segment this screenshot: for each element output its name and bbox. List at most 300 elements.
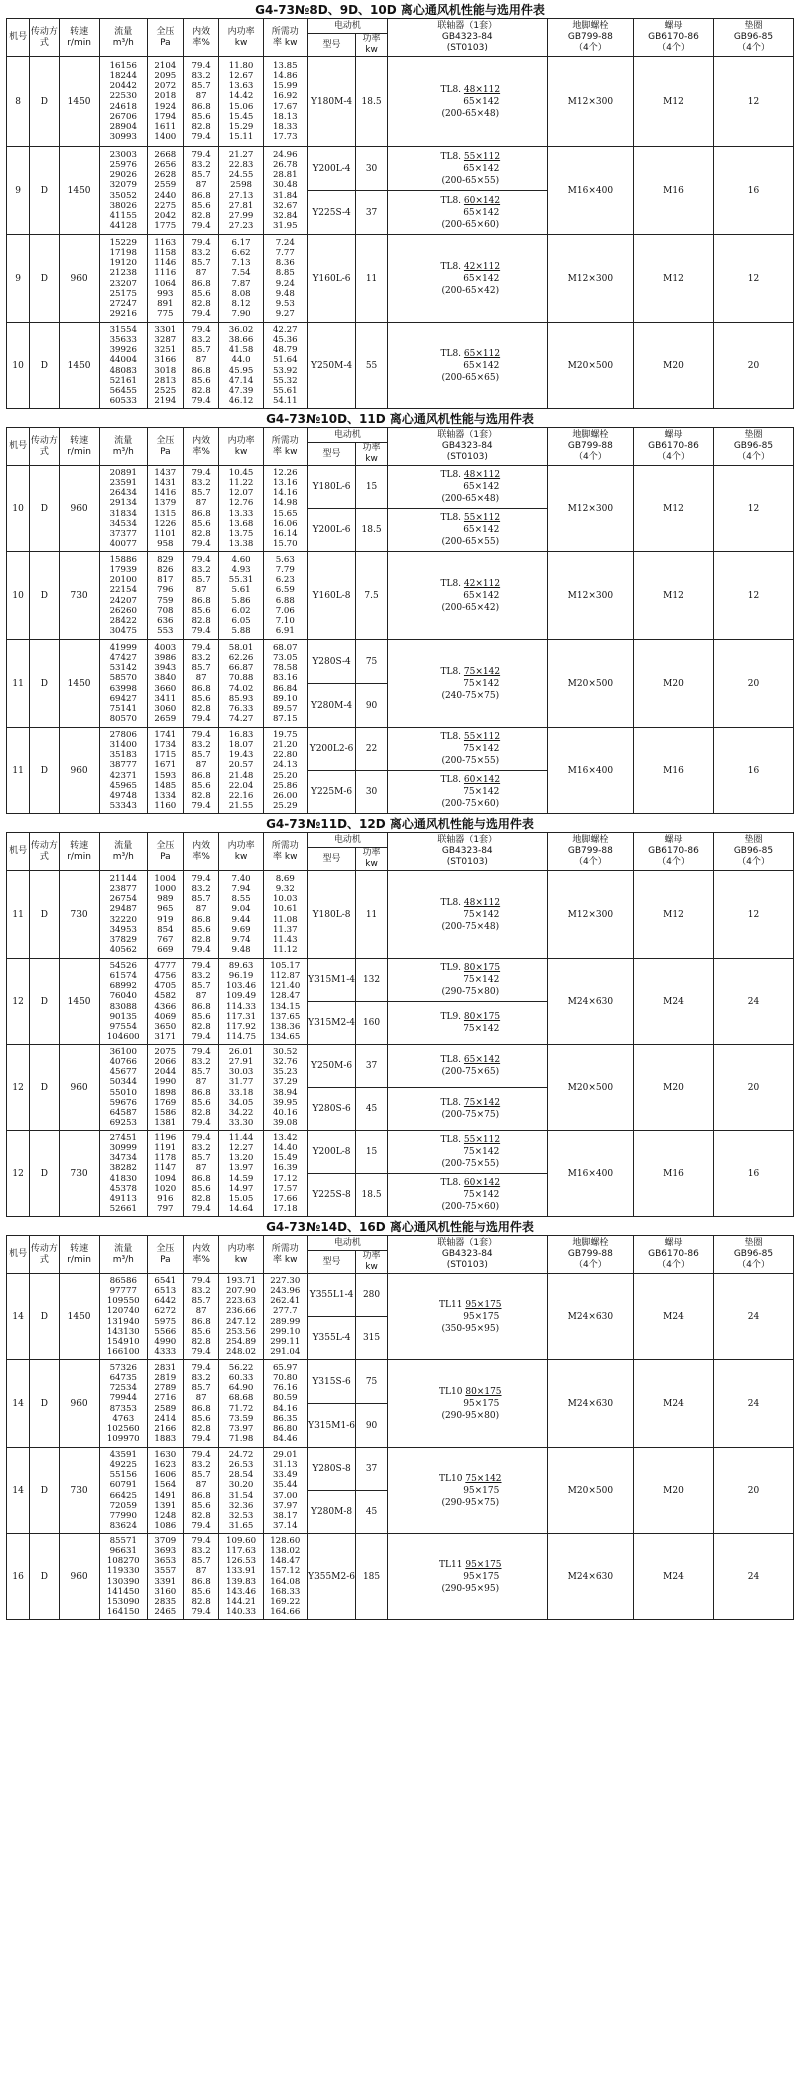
value: 24.55 [228, 170, 254, 181]
value: 2668 [154, 149, 177, 160]
cell-motor-model: Y180L-8 [307, 871, 355, 959]
coupling-bore: 55×112 [463, 151, 501, 162]
coupling-line [394, 261, 547, 273]
header-text: 地脚螺栓 [572, 430, 609, 440]
value: 891 [157, 298, 174, 309]
value: 139.83 [226, 1576, 257, 1587]
value: 138.02 [270, 1545, 301, 1556]
value: 19.75 [272, 729, 298, 740]
value: 87 [195, 91, 207, 102]
value: 9.69 [231, 924, 251, 935]
value: 79.4 [191, 1132, 211, 1143]
value: 85.7 [191, 1470, 211, 1481]
coupling-bore: 75×142 [463, 1098, 501, 1108]
cell-eff [183, 959, 219, 1045]
cell-washer: 16 [713, 1131, 793, 1217]
value: 28422 [109, 615, 137, 626]
value: 2275 [154, 200, 177, 211]
col-header-motor: 电动机 [307, 19, 387, 34]
value: 63998 [109, 683, 137, 694]
coupling-bore: 42×112 [463, 578, 501, 589]
cell-washer: 12 [713, 57, 793, 147]
header-text: 率 kw [273, 1254, 298, 1265]
value: 85.6 [191, 605, 211, 616]
cell-speed: 1450 [59, 959, 99, 1045]
coupling-type: TL8. [440, 732, 462, 742]
value: 85.6 [191, 1326, 211, 1337]
value: 40562 [109, 945, 137, 956]
value: 83.2 [191, 1459, 211, 1470]
cell-motor-kw: 45 [356, 1491, 388, 1534]
value: 26260 [109, 605, 137, 616]
value: 77990 [109, 1510, 137, 1521]
value: 7.79 [275, 564, 295, 575]
header-text: GB96-85 [733, 1249, 774, 1259]
value: 21.27 [228, 149, 254, 160]
header-text: 传动方式 [30, 435, 58, 457]
col-header-flow [99, 1236, 147, 1274]
coupling-hub: 65×142 [463, 273, 500, 284]
cell-coupling [387, 1002, 547, 1045]
value: 89.63 [228, 960, 254, 971]
value: 2414 [154, 1413, 177, 1424]
cell-motor-model: Y280S-6 [307, 1088, 355, 1131]
document-page [0, 2, 800, 1620]
value: 49113 [109, 1193, 137, 1204]
cell-coupling [387, 728, 547, 771]
value: 85.6 [191, 1586, 211, 1597]
cell-pressure [147, 1045, 183, 1131]
value: 83.2 [191, 739, 211, 750]
header-text: Pa [160, 1254, 171, 1265]
cell-motor-kw: 185 [356, 1534, 388, 1620]
section-title: G4-73№11D、12D 离心通风机性能与选用件表 [266, 817, 534, 831]
value: 1611 [154, 121, 177, 132]
cell-bolt: M24×630 [547, 1274, 633, 1360]
header-text: 功率 [362, 848, 381, 858]
value: 85.6 [191, 111, 211, 122]
value: 15.29 [228, 121, 254, 132]
cell-no: 10 [7, 466, 30, 552]
cell-need [263, 235, 307, 323]
value: 60.33 [228, 1372, 254, 1383]
value: 86.8 [191, 1576, 211, 1587]
cell-speed: 730 [59, 1131, 99, 1217]
cell-drive: D [30, 1448, 59, 1534]
value: 87 [195, 1566, 207, 1577]
col-header-speed [59, 833, 99, 871]
value: 1086 [154, 1521, 177, 1532]
value: 15.70 [272, 539, 298, 550]
value: 79.4 [191, 1362, 211, 1373]
value: 9.24 [275, 278, 295, 289]
value: 28904 [109, 121, 137, 132]
cell-washer: 12 [713, 871, 793, 959]
value: 19120 [109, 258, 137, 269]
cell-need [263, 728, 307, 814]
value: 6.88 [275, 595, 295, 606]
value: 48083 [109, 365, 137, 376]
coupling-type: TL11 [439, 1299, 463, 1310]
value: 87 [195, 1480, 207, 1491]
value: 34734 [109, 1153, 137, 1164]
value: 154910 [106, 1336, 140, 1347]
value: 21.55 [228, 801, 254, 812]
cell-motor-model: Y180L-6 [307, 466, 355, 509]
cell-motor-model: Y280S-8 [307, 1448, 355, 1491]
cell-coupling [387, 1448, 547, 1534]
header-text: 功率 [362, 34, 381, 44]
cell-coupling [387, 959, 547, 1002]
cell-bolt: M24×630 [547, 1360, 633, 1448]
cell-nut: M12 [634, 871, 714, 959]
value: 26.53 [228, 1459, 254, 1470]
value: 104600 [106, 1032, 140, 1043]
value: 2819 [154, 1372, 177, 1383]
value: 291.04 [270, 1347, 301, 1358]
cell-pressure [147, 1448, 183, 1534]
cell-speed: 960 [59, 728, 99, 814]
value: 3287 [154, 334, 177, 345]
value: 70.88 [228, 673, 254, 684]
coupling-bore: 48×112 [463, 84, 501, 95]
value: 29216 [109, 309, 137, 320]
value: 45.95 [228, 365, 254, 376]
value: 85.7 [191, 750, 211, 761]
value: 56.22 [228, 1362, 254, 1373]
cell-motor-model: Y315S-6 [307, 1360, 355, 1404]
header-text: 内功率 [227, 840, 255, 851]
value: 7.40 [231, 873, 251, 884]
value: 2018 [154, 91, 177, 102]
value: 1741 [154, 729, 177, 740]
coupling-hub: 75×142 [463, 909, 500, 920]
value: 85.7 [191, 1296, 211, 1307]
cell-nut: M16 [634, 147, 714, 235]
value: 90135 [109, 1011, 137, 1022]
coupling-type: TL8. [440, 1098, 462, 1108]
value: 13.33 [228, 508, 254, 519]
value: 5.61 [231, 585, 251, 596]
cell-motor-kw: 15 [356, 466, 388, 509]
value: 108270 [106, 1556, 140, 1567]
value: 4003 [154, 642, 177, 653]
coupling-bore: 55×112 [463, 1135, 501, 1145]
value: 1606 [154, 1470, 177, 1481]
cell-washer: 16 [713, 147, 793, 235]
value: 134.15 [270, 1001, 301, 1012]
value: 1158 [154, 247, 177, 258]
value: 44004 [109, 355, 137, 366]
header-text: m³/h [112, 851, 134, 862]
header-text: GB4323-84 [441, 441, 493, 451]
table-row [7, 323, 794, 409]
value: 73.05 [272, 652, 298, 663]
value: 15.45 [228, 111, 254, 122]
value: 1431 [154, 477, 177, 488]
value: 40766 [109, 1056, 137, 1067]
value: 25.29 [272, 801, 298, 812]
value: 3986 [154, 652, 177, 663]
col-header-pressure [147, 19, 183, 57]
coupling-hub: 65×142 [463, 482, 500, 492]
col-header-drive [30, 19, 59, 57]
header-text: （4个） [737, 857, 770, 867]
value: 53.92 [272, 365, 298, 376]
cell-eff [183, 728, 219, 814]
cell-motor-kw: 15 [356, 1131, 388, 1174]
cell-no: 9 [7, 147, 30, 235]
value: 79.4 [191, 149, 211, 160]
coupling-type: TL8. [440, 348, 462, 359]
value: 775 [157, 309, 174, 320]
value: 13.20 [228, 1153, 254, 1164]
value: 79.4 [191, 1347, 211, 1358]
value: 3411 [154, 693, 177, 704]
value: 919 [157, 914, 174, 925]
value: 143130 [106, 1326, 140, 1337]
value: 11.22 [228, 477, 254, 488]
value: 79.4 [191, 945, 211, 956]
value: 82.8 [191, 1596, 211, 1607]
value: 85.6 [191, 1097, 211, 1108]
cell-coupling [387, 640, 547, 728]
cell-nut: M12 [634, 552, 714, 640]
value: 7.13 [231, 258, 251, 269]
cell-washer: 20 [713, 1448, 793, 1534]
cell-no: 11 [7, 871, 30, 959]
value: 817 [157, 575, 174, 586]
cell-bolt: M12×300 [547, 466, 633, 552]
value: 27806 [109, 729, 137, 740]
value: 79.4 [191, 396, 211, 407]
value: 84.16 [272, 1403, 298, 1414]
coupling-line [394, 578, 547, 590]
value: 76040 [109, 991, 137, 1002]
value: 85.6 [191, 924, 211, 935]
header-text: 联轴器（1套） [437, 21, 498, 31]
value: 24.96 [272, 149, 298, 160]
header-text: 率 kw [273, 446, 298, 457]
value: 83.2 [191, 970, 211, 981]
value: 18244 [109, 70, 137, 81]
value: 1391 [154, 1500, 177, 1511]
value: 83088 [109, 1001, 137, 1012]
value: 15.11 [228, 132, 254, 143]
cell-bolt: M20×500 [547, 1045, 633, 1131]
header-text: GB799-88 [567, 846, 613, 856]
header-text: kw [365, 1262, 378, 1272]
section-title: G4-73№14D、16D 离心通风机性能与选用件表 [266, 1220, 534, 1234]
coupling-hub: 65×142 [463, 590, 500, 601]
col-header-kw [356, 34, 388, 57]
cell-bolt: M24×630 [547, 1534, 633, 1620]
value: 31400 [109, 739, 137, 750]
value: 49748 [109, 790, 137, 801]
header-text: 内效 [192, 26, 211, 37]
cell-no: 12 [7, 959, 30, 1045]
value: 73.59 [228, 1413, 254, 1424]
cell-need [263, 871, 307, 959]
header-text: GB6170-86 [648, 441, 699, 451]
value: 85.7 [191, 1067, 211, 1078]
cell-power [219, 323, 263, 409]
cell-drive: D [30, 235, 59, 323]
value: 3840 [154, 673, 177, 684]
value: 2166 [154, 1423, 177, 1434]
value: 12.76 [228, 498, 254, 509]
value: 958 [157, 539, 174, 550]
col-header-pressure [147, 428, 183, 466]
cell-motor-model: Y200L-4 [307, 147, 355, 191]
value: 25.86 [272, 780, 298, 791]
cell-motor-model: Y315M1-4 [307, 959, 355, 1002]
value: 11.43 [272, 934, 298, 945]
cell-power [219, 728, 263, 814]
value: 13.68 [228, 518, 254, 529]
value: 6442 [154, 1296, 177, 1307]
coupling-spec: (290-95×75) [441, 1497, 500, 1508]
header-text: (ST0103) [446, 857, 488, 867]
header-text: 联轴器（1套） [437, 430, 498, 440]
cell-eff [183, 552, 219, 640]
col-header-no [7, 19, 30, 57]
header-text: 转速 [70, 26, 89, 37]
cell-power [219, 1131, 263, 1217]
cell-motor-model: Y200L2-6 [307, 728, 355, 771]
value: 4582 [154, 991, 177, 1002]
value: 76.33 [228, 703, 254, 714]
cell-coupling [387, 235, 547, 323]
cell-flow [99, 466, 147, 552]
value: 1178 [154, 1153, 177, 1164]
coupling-spec: (200-65×48) [441, 108, 500, 119]
cell-motor-model: Y225S-8 [307, 1174, 355, 1217]
cell-motor-kw: 75 [356, 640, 388, 684]
coupling-line [394, 348, 547, 360]
value: 32.36 [228, 1500, 254, 1511]
cell-eff [183, 1045, 219, 1131]
value: 3166 [154, 355, 177, 366]
header-text: （4个） [574, 452, 607, 462]
cell-drive: D [30, 1274, 59, 1360]
value: 86.8 [191, 1490, 211, 1501]
value: 85.7 [191, 488, 211, 499]
value: 11.44 [228, 1132, 254, 1143]
cell-eff [183, 466, 219, 552]
value: 85.7 [191, 575, 211, 586]
value: 37.00 [272, 1490, 298, 1501]
coupling-hub: 75×142 [463, 744, 500, 754]
value: 169.22 [270, 1596, 301, 1607]
cell-coupling [387, 147, 547, 191]
value: 15229 [109, 237, 137, 248]
cell-pressure [147, 959, 183, 1045]
value: 143.46 [226, 1586, 257, 1597]
value: 105.17 [270, 960, 301, 971]
value: 31.13 [272, 1459, 298, 1470]
value: 12.26 [272, 467, 298, 478]
table-row [7, 1045, 794, 1088]
cell-speed: 960 [59, 1045, 99, 1131]
coupling-hub: 75×142 [463, 678, 500, 689]
value: 85.6 [191, 780, 211, 791]
header-text: 所需功 [271, 435, 299, 446]
col-header-eff [183, 428, 219, 466]
value: 2075 [154, 1046, 177, 1057]
cell-motor-model: Y225S-4 [307, 191, 355, 235]
value: 85.6 [191, 288, 211, 299]
cell-power [219, 147, 263, 235]
value: 829 [157, 554, 174, 565]
value: 45965 [109, 780, 137, 791]
value: 79.4 [191, 714, 211, 725]
value: 148.47 [270, 1556, 301, 1567]
value: 20100 [109, 575, 137, 586]
value: 126.53 [226, 1556, 257, 1567]
cell-bolt: M20×500 [547, 640, 633, 728]
col-header-washer [713, 428, 793, 466]
value: 37.29 [272, 1077, 298, 1088]
cell-need [263, 147, 307, 235]
coupling-bore: 55×112 [463, 513, 501, 523]
col-header-kw [356, 1251, 388, 1274]
value: 2831 [154, 1362, 177, 1373]
cell-need [263, 552, 307, 640]
value: 42.27 [272, 324, 298, 335]
header-text: 全压 [156, 435, 175, 446]
value: 117.63 [226, 1545, 257, 1556]
header-text: 流量 [114, 435, 133, 446]
header-text: 地脚螺栓 [572, 21, 609, 31]
value: 34.05 [228, 1097, 254, 1108]
value: 68.68 [228, 1393, 254, 1404]
value: 1101 [154, 528, 177, 539]
cell-need [263, 1131, 307, 1217]
header-text: 率 kw [273, 37, 298, 48]
value: 79.4 [191, 1204, 211, 1215]
table-row [7, 871, 794, 959]
value: 41999 [109, 642, 137, 653]
value: 12.67 [228, 70, 254, 81]
value: 166100 [106, 1347, 140, 1358]
cell-speed: 730 [59, 1448, 99, 1534]
header-text: (ST0103) [446, 43, 488, 53]
value: 207.90 [226, 1285, 257, 1296]
value: 50344 [109, 1077, 137, 1088]
value: 39.95 [272, 1097, 298, 1108]
cell-motor-model: Y200L-6 [307, 509, 355, 552]
value: 86.84 [272, 683, 298, 694]
value: 79.4 [191, 1607, 211, 1618]
value: 1794 [154, 111, 177, 122]
value: 87 [195, 673, 207, 684]
cell-drive: D [30, 640, 59, 728]
value: 1586 [154, 1107, 177, 1118]
spec-table [6, 1235, 794, 1620]
coupling-hub: 75×142 [463, 1147, 500, 1157]
value: 6.91 [275, 626, 295, 637]
cell-motor-kw: 37 [356, 191, 388, 235]
value: 82.8 [191, 934, 211, 945]
coupling-line [394, 1097, 547, 1109]
value: 5.63 [275, 554, 295, 565]
value: 2813 [154, 375, 177, 386]
value: 13.85 [272, 60, 298, 71]
header-text: 传动方式 [30, 1243, 58, 1265]
value: 79.4 [191, 1449, 211, 1460]
cell-drive: D [30, 466, 59, 552]
